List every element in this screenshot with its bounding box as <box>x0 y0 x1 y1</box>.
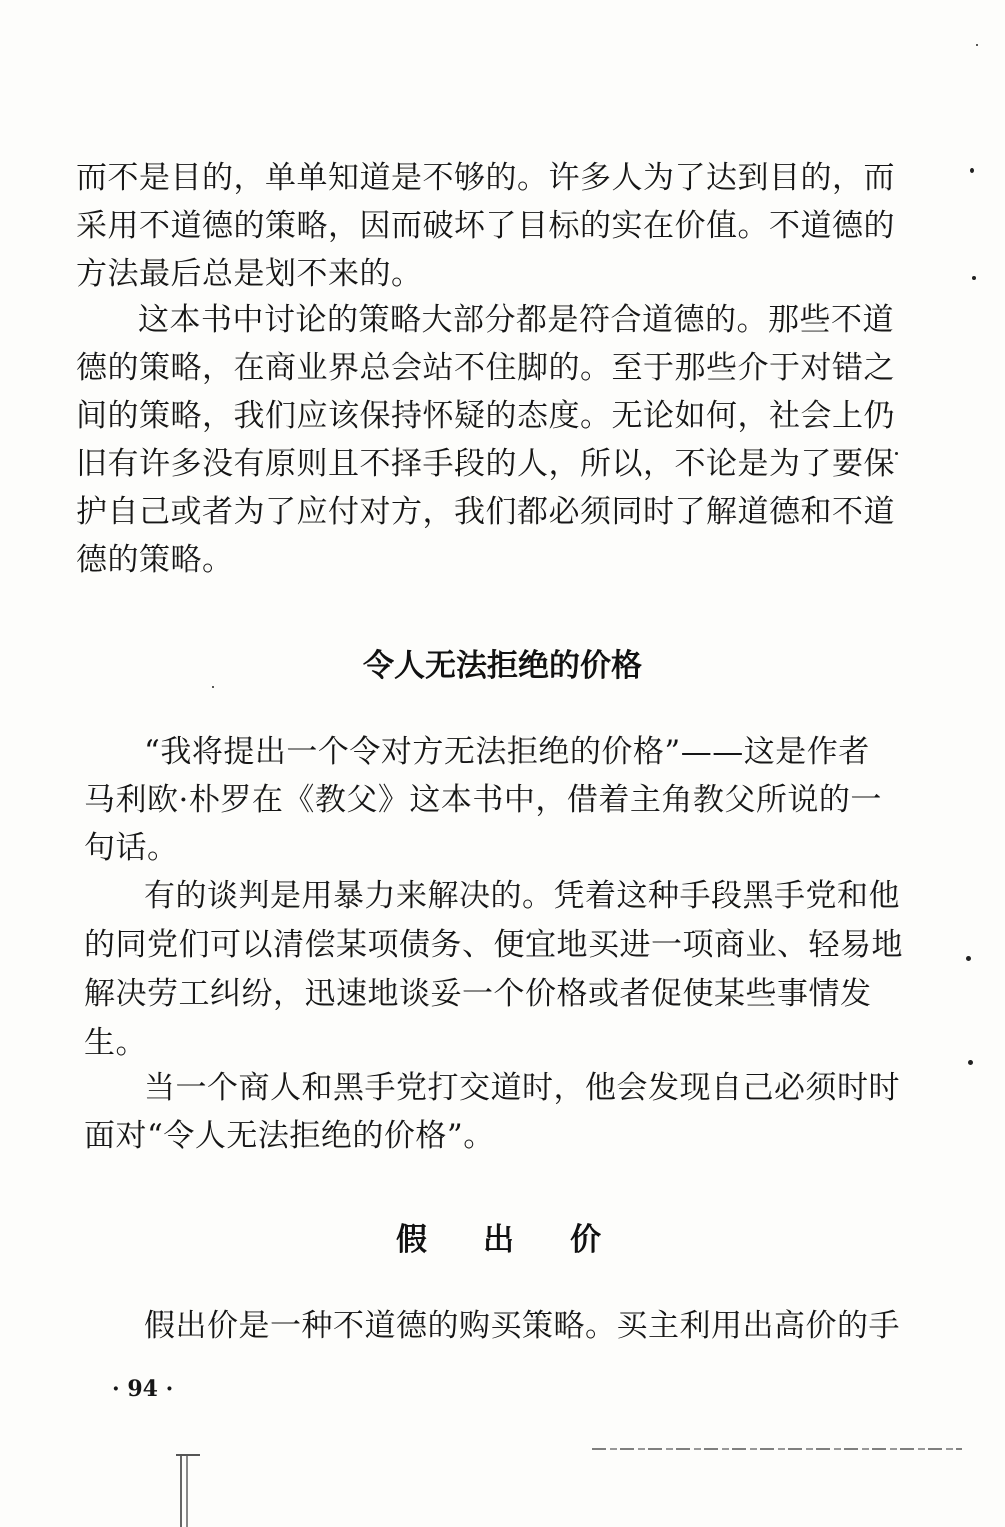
text-line: 有的谈判是用暴力来解决的。凭着这种手段黑手党和他 <box>144 878 900 914</box>
text-line: 解决劳工纠纷，迅速地谈妥一个价格或者促使某些事情发 <box>84 976 872 1012</box>
page-number: · 94 · <box>112 1376 174 1402</box>
scan-speck <box>968 1060 973 1065</box>
text-line: 德的策略，在商业界总会站不住脚的。至于那些介于对错之 <box>76 350 895 386</box>
section-heading-unrefusable-price: 令人无法拒绝的价格 <box>363 648 642 684</box>
text-line: “我将提出一个令对方无法拒绝的价格”——这是作者 <box>144 734 870 770</box>
text-line: 的同党们可以清偿某项债务、便宜地买进一项商业、轻易地 <box>84 927 903 963</box>
text-line: 这本书中讨论的策略大部分都是符合道德的。那些不道 <box>138 302 894 338</box>
text-line: 德的策略。 <box>76 542 234 578</box>
binding-bar <box>186 1456 188 1527</box>
binding-mark <box>176 1448 200 1527</box>
text-line: 马利欧·朴罗在《教父》这本书中，借着主角教父所说的一 <box>84 782 882 818</box>
text-line: 而不是目的，单单知道是不够的。许多人为了达到目的，而 <box>76 160 895 196</box>
text-line: 生。 <box>84 1025 147 1061</box>
section-heading-fake-bid: 假出价 <box>396 1222 657 1258</box>
binding-bar <box>180 1456 182 1527</box>
text-line: 假出价是一种不道德的购买策略。买主利用出高价的手 <box>144 1308 900 1344</box>
scan-speck <box>970 168 974 173</box>
scan-speck <box>895 452 898 455</box>
scan-edge-line <box>592 1448 962 1450</box>
text-line: 句话。 <box>84 830 179 866</box>
scan-speck <box>966 956 971 961</box>
scan-speck <box>972 276 976 280</box>
text-line: 采用不道德的策略，因而破坏了目标的实在价值。不道德的 <box>76 208 895 244</box>
text-line: 面对“令人无法拒绝的价格”。 <box>84 1118 495 1154</box>
text-line: 间的策略，我们应该保持怀疑的态度。无论如何，社会上仍 <box>76 398 895 434</box>
text-line: 旧有许多没有原则且不择手段的人，所以，不论是为了要保 <box>76 446 895 482</box>
text-line: 护自己或者为了应付对方，我们都必须同时了解道德和不道 <box>76 494 895 530</box>
scan-speck <box>976 44 978 46</box>
text-line: 当一个商人和黑手党打交道时，他会发现自己必须时时 <box>144 1070 900 1106</box>
text-line: 方法最后总是划不来的。 <box>76 256 423 292</box>
scan-speck <box>212 686 214 688</box>
